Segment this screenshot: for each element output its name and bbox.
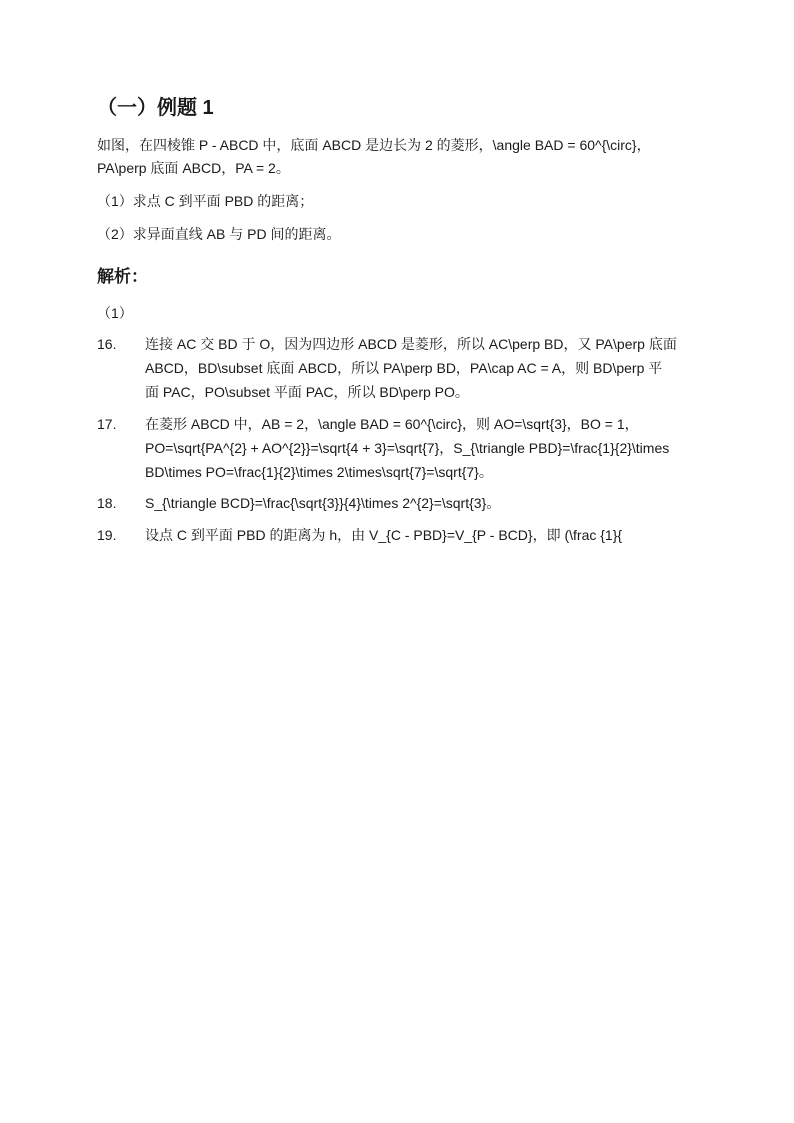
question-2: （2）求异面直线 AB 与 PD 间的距离。 [97, 226, 341, 242]
step-line: PO=\sqrt{PA^{2} + AO^{2}}=\sqrt{4 + 3}=\sqrt{7}，S_{\triangle PBD}=\frac{1}{2}\times [145, 440, 670, 456]
step-line: 在菱形 ABCD 中，AB = 2，\angle BAD = 60^{\circ}，则 AO=\sqrt{3}，BO = 1， [145, 416, 639, 432]
problem-line: PA\perp 底面 ABCD，PA = 2。 [97, 160, 290, 176]
solution-step [97, 523, 737, 547]
solution-step [97, 332, 737, 404]
solution-steps [97, 332, 737, 547]
step-line: BD\times PO=\frac{1}{2}\times 2\times\sqrt{7}=\sqrt{7}。 [145, 464, 493, 480]
step-number: 19. [97, 527, 117, 543]
step-number: 17. [97, 416, 117, 432]
step-line: 连接 AC 交 BD 于 O，因为四边形 ABCD 是菱形，所以 AC\perp BD，又 PA\perp 底面 [145, 336, 677, 352]
solution-step [97, 412, 737, 484]
solution-part-label: （1） [97, 305, 133, 321]
document-content [97, 94, 737, 547]
step-number: 18. [97, 495, 117, 511]
step-line: ABCD，BD\subset 底面 ABCD，所以 PA\perp BD，PA\cap AC = A，则 BD\perp 平 [145, 360, 663, 376]
step-number: 16. [97, 336, 117, 352]
step-line: 设点 C 到平面 PBD 的距离为 h，由 V_{C - PBD}=V_{P - BCD}，即 (\frac {1}{ [145, 527, 623, 543]
step-line: S_{\triangle BCD}=\frac{\sqrt{3}}{4}\times 2^{2}=\sqrt{3}。 [145, 495, 501, 511]
solution-step [97, 491, 737, 515]
section-title: （一）例题 1 [97, 97, 214, 119]
question-1: （1）求点 C 到平面 PBD 的距离； [97, 193, 314, 209]
problem-line: 如图，在四棱锥 P - ABCD 中，底面 ABCD 是边长为 2 的菱形，\angle BAD = 60^{\circ}， [97, 137, 651, 153]
step-line: 面 PAC，PO\subset 平面 PAC，所以 BD\perp PO。 [145, 384, 469, 400]
solution-title: 解析： [97, 267, 148, 286]
problem-statement [97, 134, 737, 180]
